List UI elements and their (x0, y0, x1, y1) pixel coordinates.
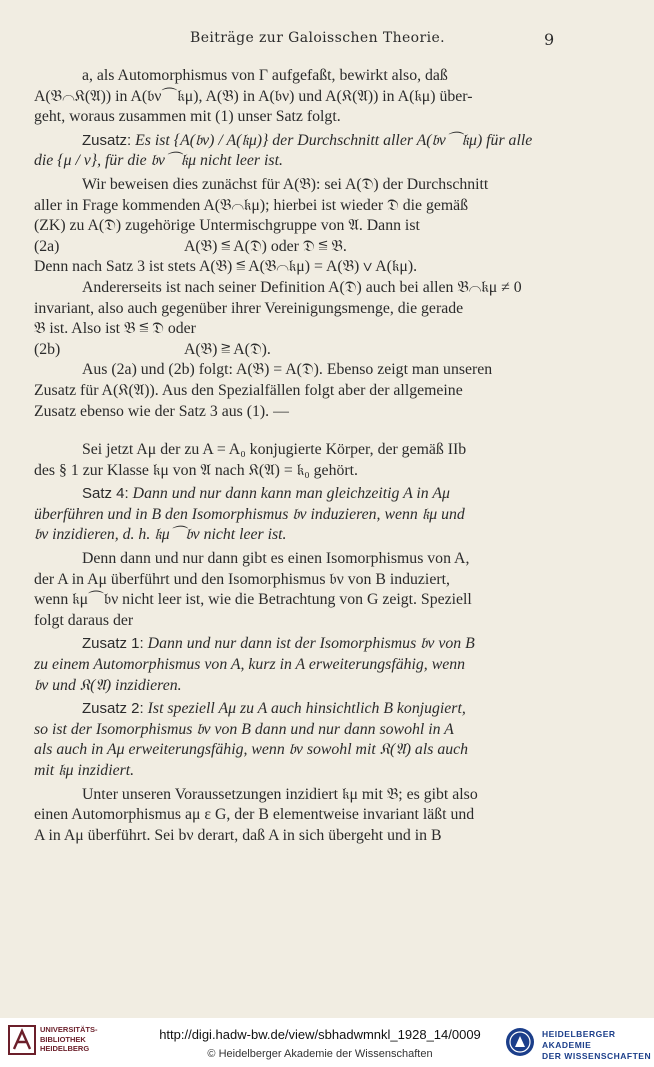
text-line: 𝔅 ist. Also ist 𝔅 ≦ 𝔇 oder (34, 320, 196, 338)
zusatz2-text: Ist speziell Aμ zu A auch hinsichtlich B konjugiert, (147, 700, 466, 718)
university-library-logo-icon (8, 1025, 36, 1055)
zusatz-label: Zusatz: (82, 131, 132, 149)
text-line: Andererseits ist nach seiner Definition A(𝔇) auch bei allen 𝔅⌒𝔨μ ≠ 0 (82, 278, 522, 296)
zusatz-text: Es ist {A(𝔟ν) / A(𝔨μ)} der Durchschnitt aller A(𝔟ν⌒𝔨μ) für alle (135, 131, 533, 149)
text-line: geht, woraus zusammen mit (1) unser Satz folgt. (34, 108, 341, 126)
text-line: Sei jetzt Aμ der zu A = A₀ konjugierte Körper, der gemäß IIb (82, 441, 467, 459)
satz4-label: Satz 4: (82, 485, 129, 503)
equation-2a (34, 237, 570, 258)
text-line: mit 𝔨μ inzidiert. (34, 762, 135, 779)
text-line: a, als Automorphismus von Γ aufgefaßt, bewirkt also, daß (82, 67, 448, 84)
text-line: Denn dann und nur dann gibt es einen Isomorphismus von A, (82, 550, 470, 568)
permalink-url[interactable]: http://digi.hadw-bw.de/view/sbhadwmnkl_1928_14/0009 (159, 1027, 481, 1042)
text-line: aller in Frage kommenden A(𝔅⌒𝔨μ); hierbei ist wieder 𝔇 die gemäß (34, 196, 469, 214)
text-line: einen Automorphismus aμ ε G, der B elementweise invariant läßt und (34, 806, 475, 824)
text-line: (ZK) zu A(𝔇) zugehörige Untermischgruppe von 𝔄. Dann ist (34, 217, 420, 235)
text-line: überführen und in B den Isomorphismus 𝔟ν induzieren, wenn 𝔨μ und (34, 505, 465, 523)
text-line: folgt daraus der (34, 611, 134, 629)
equation-2b (34, 340, 570, 361)
text-line: Wir beweisen dies zunächst für A(𝔅): sei A(𝔇) der Durchschnitt (82, 175, 489, 193)
university-library-name: UNIVERSITÄTS- BIBLIOTHEK HEIDELBERG (40, 1025, 98, 1053)
text-line: Denn nach Satz 3 ist stets A(𝔅) ≦ A(𝔅⌒𝔨μ) = A(𝔅) ∨ A(𝔨μ). (34, 258, 418, 276)
text-line: Unter unseren Voraussetzungen inzidiert 𝔨μ mit 𝔅; es gibt also (82, 785, 478, 803)
zusatz1-label: Zusatz 1: (82, 635, 144, 653)
equation-tag: (2b) (34, 340, 61, 358)
text-line: Zusatz für A(𝔎(𝔄)). Aus den Spezialfällen folgt aber der allgemeine (34, 381, 463, 399)
zusatz2-line (34, 699, 570, 720)
equation: A(𝔅) ≧ A(𝔇). (184, 340, 271, 358)
text-line: Zusatz ebenso wie der Satz 3 aus (1). — (34, 402, 289, 420)
academy-name: HEIDELBERGER AKADEMIE DER WISSENSCHAFTEN (542, 1029, 652, 1061)
running-title: Beiträge zur Galoisschen Theorie. (190, 30, 446, 46)
satz4-text: Dann und nur dann kann man gleichzeitig A in Aμ (132, 485, 450, 503)
text-line: zu einem Automorphismus von A, kurz in A erweiterungsfähig, wenn (34, 656, 466, 674)
zusatz1-line (34, 634, 570, 655)
page-number: 9 (544, 30, 555, 49)
text-line: Aus (2a) und (2b) folgt: A(𝔅) = A(𝔇). Ebenso zeigt man unseren (82, 361, 493, 379)
satz4-line (34, 484, 570, 505)
text-line: A(𝔅⌒𝔎(𝔄)) in A(𝔟ν⌒𝔨μ), A(𝔅) in A(𝔟ν) und A(𝔎(𝔄)) in A(𝔨μ) über- (34, 87, 473, 105)
text-line: des § 1 zur Klasse 𝔨μ von 𝔄 nach 𝔎(𝔄) = 𝔨₀ gehört. (34, 461, 358, 479)
text-line: A in Aμ überführt. Sei bν derart, daß A in sich übergeht und in B (34, 826, 442, 844)
text-line: invariant, also auch gegenüber ihrer Vereinigungsmenge, die gerade (34, 299, 464, 317)
zusatz2-label: Zusatz 2: (82, 700, 144, 718)
text-line: so ist der Isomorphismus 𝔟ν von B dann und nur dann sowohl in A (34, 720, 454, 738)
text-line: 𝔟ν und 𝔎(𝔄) inzidieren. (34, 676, 182, 694)
viewer-footer (0, 1018, 654, 1067)
academy-seal-icon (505, 1027, 535, 1057)
text-line: 𝔟ν inzidieren, d. h. 𝔨μ⌒𝔟ν nicht leer ist. (34, 526, 287, 544)
body-text (34, 66, 570, 846)
text-line: der A in Aμ überführt und den Isomorphismus 𝔟ν von B induziert, (34, 570, 450, 588)
text-line: wenn 𝔨μ⌒𝔟ν nicht leer ist, wie die Betrachtung von G zeigt. Speziell (34, 591, 472, 609)
text-line: die {μ / ν}, für die 𝔟ν⌒𝔨μ nicht leer ist. (34, 152, 283, 170)
zusatz-line (34, 131, 570, 152)
equation-tag: (2a) (34, 237, 60, 255)
text-line: als auch in Aμ erweiterungsfähig, wenn 𝔟ν sowohl mit 𝔎(𝔄) als auch (34, 741, 469, 759)
zusatz1-text: Dann und nur dann ist der Isomorphismus 𝔟ν von B (147, 635, 475, 653)
copyright-notice: © Heidelberger Akademie der Wissenschaften (207, 1048, 433, 1060)
equation: A(𝔅) ≦ A(𝔇) oder 𝔇 ≦ 𝔅. (184, 237, 347, 255)
